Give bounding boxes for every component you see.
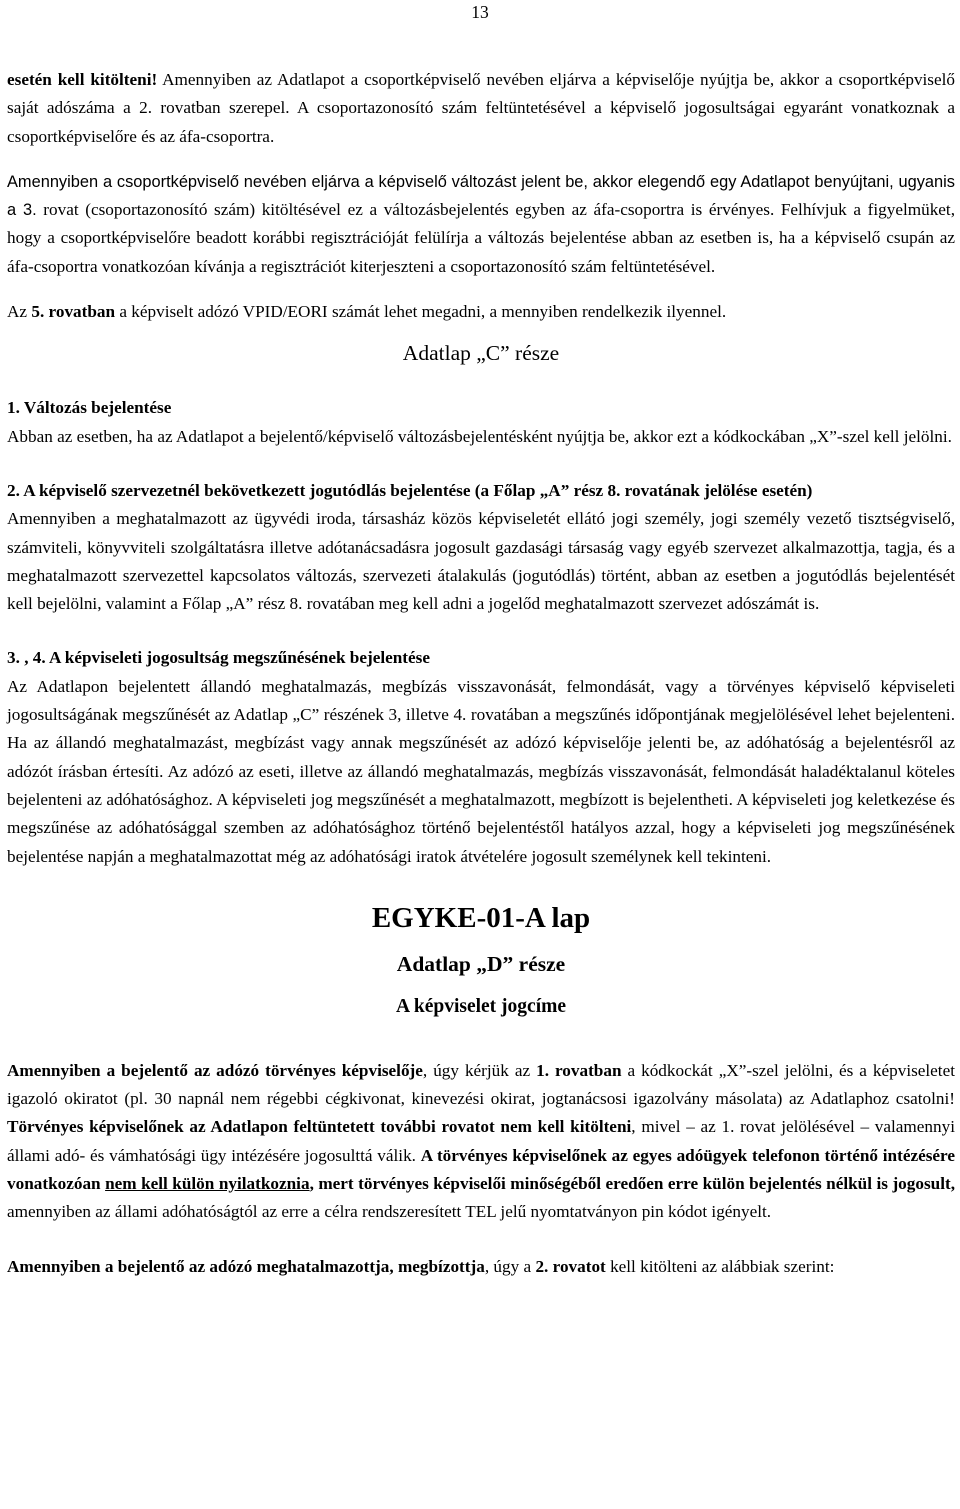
d-p1-text-4: amennyiben az állami adóhatóságtól az erre a célra rendszeresített TEL jelű nyomtatványon pin kódot igényelt. bbox=[7, 1202, 772, 1222]
intro-p3-prefix: Az bbox=[7, 302, 32, 322]
d-p1-bold-1: Amennyiben a bejelentő az adózó törvényes képviselője bbox=[7, 1060, 423, 1080]
d-p1-bold-6: , mert törvényes képviselői minőségéből eredően erre külön bejelentés nélkül is jogosult, bbox=[309, 1174, 955, 1194]
section-c-1-heading-text: 1. Változás bejelentése bbox=[7, 398, 172, 418]
section-c-2-heading bbox=[7, 477, 955, 505]
document-body bbox=[7, 66, 955, 1281]
section-c-1-heading bbox=[7, 394, 955, 422]
form-title: EGYKE-01-A lap bbox=[371, 901, 591, 934]
section-d-paragraph-2 bbox=[7, 1253, 955, 1281]
intro-p2-text: rovat (csoportazonosító szám) kitöltésével ez a változásbejelentés egyben az áfa-csoportra is érvényes. Felhívjuk a figyelmüket, hogy a csoportképviselőre beadott korábbi regisztrációját felülírja a változás bejelentése abban az esetben is, ha a képviselő csupán az áfa-csoportra vonatkozóan kívánja a regisztrációt kiterjeszteni a csoportazonosító szám feltüntetésével. bbox=[7, 200, 955, 276]
intro-p3-bold: 5. rovatban bbox=[31, 302, 116, 322]
d-p1-bold-2: 1. rovatban bbox=[536, 1060, 622, 1080]
d-p2-bold-1: Amennyiben a bejelentő az adózó meghatalmazottja, megbízottja bbox=[7, 1256, 485, 1276]
section-c-34-heading bbox=[7, 644, 955, 672]
d-p1-bold-4: A törvényes képviselőnek az egyes adóügyek telefonon történő intézésére vonatkozóan bbox=[7, 1145, 955, 1194]
section-d-subtitle: A képviselet jogcíme bbox=[395, 995, 567, 1017]
section-d-paragraph-1 bbox=[7, 1057, 955, 1227]
intro-p2-sans-text: Amennyiben a csoportképviselő nevében eljárva a képviselő változást jelent be, akkor elegendő egy Adatlapot benyújtani, ugyanis a 3. bbox=[7, 172, 955, 220]
d-p1-text-1: , úgy kérjük az bbox=[422, 1060, 537, 1080]
d-p2-text-2: kell kitölteni az alábbiak szerint: bbox=[605, 1256, 835, 1276]
section-c-1-text: Abban az esetben, ha az Adatlapot a bejelentő/képviselő változásbejelentésként nyújtja be, akkor ezt a kódkockában „X”-szel kell jelölni. bbox=[7, 426, 952, 446]
d-p1-text-3: , mivel – az 1. rovat jelölésével – valamennyi állami adó- és vámhatósági ügy intézésére jogosulttá válik. bbox=[7, 1117, 955, 1165]
intro-p1-bold: esetén kell kitölteni! bbox=[7, 70, 158, 89]
intro-paragraph-1 bbox=[7, 66, 955, 151]
d-p1-bold-underlined: nem kell külön nyilatkoznia bbox=[105, 1174, 310, 1194]
d-p1-text-2: a kódkockát „X”-szel jelölni, és a képviseletet igazoló okiratot (pl. 30 napnál nem régebbi cégkivonat, kinevezési okirat, jogtanácsosi igazolvány másolata) az Adatlaphoz csatolni! bbox=[7, 1060, 955, 1109]
intro-paragraph-3 bbox=[7, 298, 955, 326]
section-c-34-text: Az Adatlapon bejelentett állandó meghatalmazás, megbízás visszavonását, felmondását, vagy a törvényes képviselő képviseleti jogosultságának megszűnését az Adatlap „C” részének 3, illetve 4. rovatában a megszűnés időpontjának megjelölésével lehet bejelenteni. Ha az állandó meghatalmazást, megbízást vagy annak megszűnését az adózó képviselője jelenti be, az adóhatóság a bejelentésről az adózót írásban értesíti. Az adózó az eseti, illetve az állandó meghatalmazás, megbízás visszavonását, felmondását haladéktalanul köteles bejelenteni az adóhatósághoz. A képviseleti jog megszűnését a meghatalmazott, megbízott is bejelentheti. A képviseleti jog keletkezése és megszűnése az adóhatósággal szemben az adóhatósághoz történő bejelentéstől hatályos azzal, hogy a képviseleti jog megszűnésének bejelentése napján a meghatalmazottat még az adóhatósági iratok átvételére jogosult személynek kell tekinteni. bbox=[7, 676, 955, 866]
section-c-34-heading-text: 3. , 4. A képviseleti jogosultság megszűnésének bejelentése bbox=[7, 648, 430, 668]
intro-p1-text: Amennyiben az Adatlapot a csoportképviselő nevében eljárva a képviselője nyújtja be, akkor a csoportképviselő saját adószáma a 2. rovatban szerepel. A csoportazonosító szám feltüntetésével a képviselő jogosultságai egyaránt vonatkoznak a csoportképviselőre és az áfa-csoportra. bbox=[7, 70, 955, 146]
d-p2-bold-2: 2. rovatot bbox=[535, 1256, 606, 1276]
section-c-2-text: Amennyiben a meghatalmazott az ügyvédi iroda, társasház közös képviseletét ellátó jogi személy, jogi személy vezető tisztségviselő, számviteli, könyvviteli szolgáltatásra illetve adótanácsadásra jogosult gazdasági társaság vagy egyéb szervezet alkalmazottja, tagja, és a meghatalmazott szervezettel kapcsolatos változás, szervezeti átalakulás (jogutódlás) történt, abban az esetben a jogutódlás bejelentését kell bejelölni, valamint a Főlap „A” rész 8. rovatában meg kell adni a jogelőd meghatalmazott szervezet adószámát is. bbox=[7, 509, 955, 614]
page-number: 13 bbox=[471, 2, 489, 22]
intro-p3-text: a képviselt adózó VPID/EORI számát lehet megadni, a mennyiben rendelkezik ilyennel. bbox=[115, 302, 727, 322]
intro-paragraph-2 bbox=[7, 168, 955, 281]
section-c-title: Adatlap „C” része bbox=[402, 341, 560, 366]
d-p2-text-1: , úgy a bbox=[484, 1256, 536, 1276]
section-d-title: Adatlap „D” része bbox=[396, 951, 566, 976]
section-c-2-heading-text: 2. A képviselő szervezetnél bekövetkezett jogutódlás bejelentése (a Főlap „A” rész 8. rovatának jelölése esetén) bbox=[7, 480, 813, 500]
d-p1-bold-3: Törvényes képviselőnek az Adatlapon feltüntetett további rovatot nem kell kitölteni bbox=[7, 1117, 632, 1137]
